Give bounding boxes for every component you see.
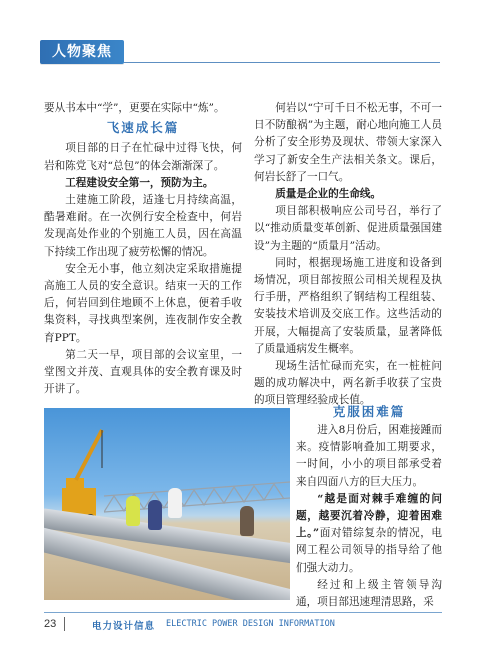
page-number: 23	[44, 618, 57, 630]
bold-heading-safety: 工程建设安全第一，预防为主。	[65, 176, 214, 189]
bold-quote: “越是面对棘手难缠的问题，越要沉着冷静，迎着困难上。”	[296, 492, 442, 540]
magazine-name-en: ELECTRIC POWER DESIGN INFORMATION	[166, 619, 335, 629]
section-title-growth: 飞速成长篇	[106, 120, 180, 136]
section-tab	[40, 40, 124, 64]
worker-figure	[148, 500, 162, 530]
paragraph: 经过和上级主管领导沟通，项目部迅速理清思路，采	[296, 578, 442, 609]
paragraph-rest: 面对错综复杂的情况，电网工程公司领导的指导给了他们强大动力。	[296, 527, 443, 574]
magazine-name-cn: 电力设计信息	[92, 621, 156, 632]
paragraph: 何岩以“宁可千日不松无事，不可一日不防酿祸”为主题，耐心地向施工人员分析了安全形势及现状、带领大家深入学习了新安全生产法相关条文。课后，何岩长舒了一口气。	[254, 102, 442, 183]
paragraph: 项目部积极响应公司号召，举行了以“推动质量变革创新、促进质量强国建设”为主题的“质量月”活动。	[254, 205, 442, 252]
paragraph: 安全无小事，他立刻决定采取措施提高施工人员的安全意识。结束一天的工作后，何岩回到住地顾不上休息，便着手收集资料，寻找典型案例，连夜制作安全教育PPT。	[44, 262, 242, 344]
paragraph: 进入8月份后，困难接踵而来。疫情影响叠加工期要求，一时间，小小的项目部承受着来自四面八方的巨大压力。	[296, 424, 442, 488]
paragraph: 土建施工阶段，适逢七月持续高温，酷暑难耐。在一次例行安全检查中，何岩发现高处作业的个别施工人员，因在高温下持续工作出现了疲劳松懈的情况。	[44, 194, 242, 258]
bold-heading-quality: 质量是企业的生命线。	[275, 188, 382, 201]
paragraph: 同时，根据现场施工进度和设备到场情况，项目部按照公司相关规程及执行手册，严格组织了钢结构工程组装、安装技术培训及交底工作。这些活动的开展，大幅提高了安装质量，显著降低了质量通病发生概率。	[254, 256, 442, 355]
header-band	[0, 0, 480, 72]
paragraph: 项目部的日子在忙碌中过得飞快，何岩和陈党飞对“总包”的体会渐渐深了。	[44, 142, 242, 172]
section-label: 人物聚焦	[52, 44, 112, 60]
paragraph: 现场生活忙碌而充实，在一桩桩问题的成功解决中，两名新手收获了宝贵的项目管理经验成长值。	[254, 360, 442, 407]
worker-figure	[168, 488, 182, 518]
left-column	[44, 100, 242, 398]
section-title-difficulty: 克服困难篇	[332, 404, 406, 419]
worker-figure	[240, 506, 254, 536]
right-column	[254, 100, 442, 410]
worker-figure	[126, 496, 140, 526]
construction-photo	[44, 408, 290, 600]
lower-right-column	[296, 422, 442, 611]
paragraph: 第二天一早，项目部的会议室里，一堂图文并茂、直观具体的安全教育课及时开讲了。	[44, 348, 242, 396]
intro-line: 要从书本中“学”，更要在实际中“炼”。	[44, 102, 225, 114]
footer-rule	[44, 612, 442, 613]
footer-separator	[64, 617, 65, 631]
header-rule	[124, 62, 440, 63]
